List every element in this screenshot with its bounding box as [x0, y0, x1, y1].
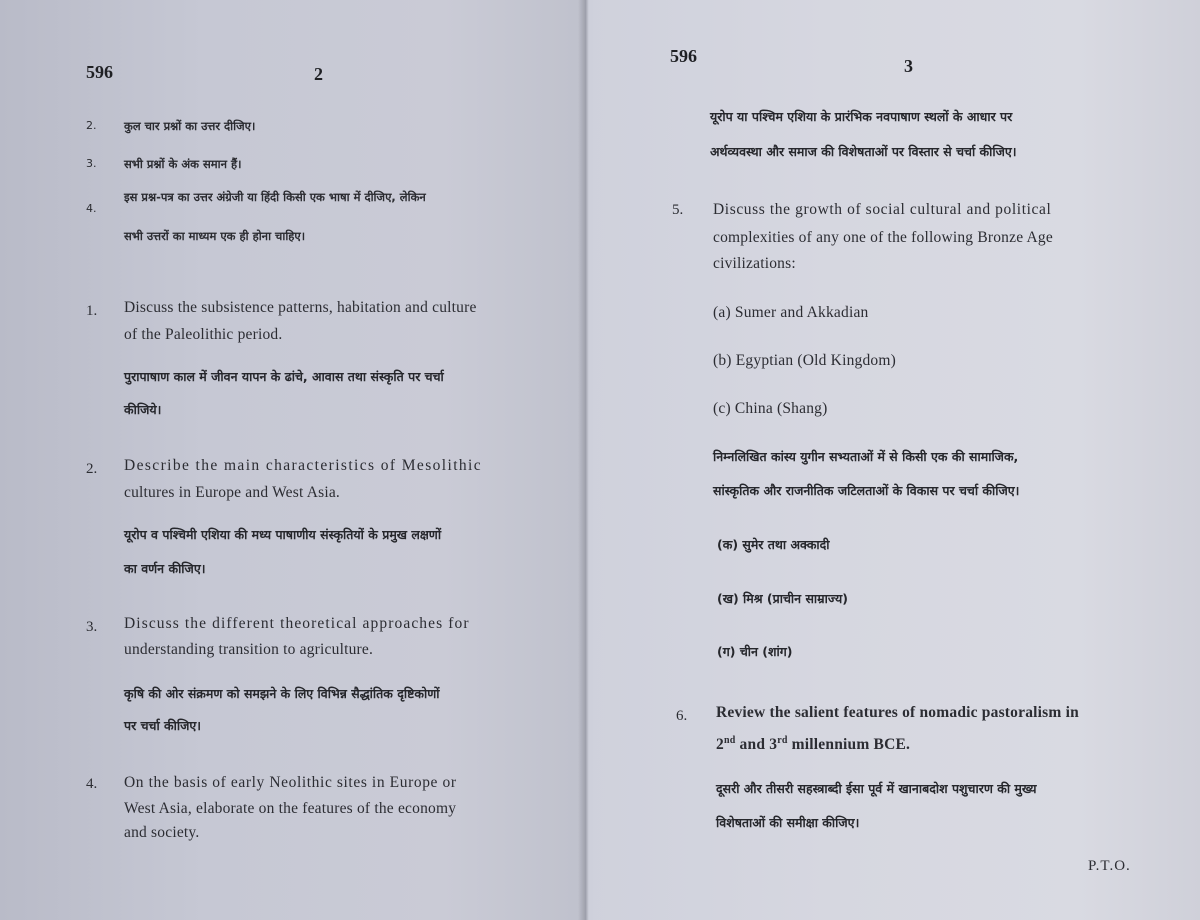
- pto-label: P.T.O.: [1088, 858, 1131, 874]
- left-page-number: 2: [314, 64, 323, 84]
- question-text-hi: यूरोप व पश्चिमी एशिया की मध्य पाषाणीय संस्कृतियों के प्रमुख लक्षणों: [124, 527, 442, 542]
- question-text-hi: कीजिये।: [124, 402, 162, 417]
- instruction-text-line2: सभी उत्तरों का माध्यम एक ही होना चाहिए।: [124, 229, 306, 243]
- right-page-code: 596: [670, 46, 697, 66]
- question-number: 1.: [86, 303, 98, 319]
- question-number: 2.: [86, 461, 98, 477]
- option-hi: (क) सुमेर तथा अक्कादी: [717, 537, 830, 552]
- option-hi: (ग) चीन (शांग): [717, 644, 793, 659]
- question-text-en: Discuss the different theoretical approaches for: [124, 615, 470, 632]
- option-en: (b) Egyptian (Old Kingdom): [713, 352, 896, 369]
- question-text-en: On the basis of early Neolithic sites in Europe or: [124, 774, 457, 791]
- question-text-hi: निम्नलिखित कांस्य युगीन सभ्यताओं में से किसी एक की सामाजिक,: [713, 449, 1019, 464]
- question-text-hi: यूरोप या पश्चिम एशिया के प्रारंभिक नवपाषाण स्थलों के आधार पर: [710, 109, 1013, 124]
- instruction-number: 2.: [86, 119, 97, 132]
- question-text-hi: पुरापाषाण काल में जीवन यापन के ढांचे, आवास तथा संस्कृति पर चर्चा: [124, 369, 444, 384]
- right-page: [586, 0, 1200, 920]
- question-text-en: Review the salient features of nomadic pastoralism in: [716, 704, 1079, 721]
- question-text-en: complexities of any one of the following Bronze Age: [713, 229, 1053, 246]
- instruction-text: कुल चार प्रश्नों का उत्तर दीजिए।: [124, 119, 256, 133]
- question-number: 4.: [86, 776, 98, 792]
- instruction-text: सभी प्रश्नों के अंक समान हैं।: [124, 157, 242, 171]
- left-page-code: 596: [86, 62, 113, 82]
- option-en: (a) Sumer and Akkadian: [713, 304, 869, 321]
- question-text-en: Discuss the growth of social cultural and political: [713, 201, 1052, 218]
- question-text-en-line2: 2nd and 3rd millennium BCE.: [716, 735, 911, 754]
- left-page: [0, 0, 590, 920]
- question-text-en: Describe the main characteristics of Mesolithic: [124, 457, 483, 474]
- question-text-en: understanding transition to agriculture.: [124, 641, 374, 658]
- question-text-en: West Asia, elaborate on the features of the economy: [124, 800, 457, 817]
- question-text-en: and society.: [124, 824, 200, 841]
- right-page-number: 3: [904, 56, 913, 76]
- question-number: 3.: [86, 619, 98, 635]
- question-text-hi: सांस्कृतिक और राजनीतिक जटिलताओं के विकास पर चर्चा कीजिए।: [713, 483, 1020, 498]
- question-text-en: cultures in Europe and West Asia.: [124, 484, 340, 501]
- question-text-en: of the Paleolithic period.: [124, 326, 283, 343]
- question-number: 6.: [676, 708, 688, 724]
- instruction-text-line1: इस प्रश्न-पत्र का उत्तर अंग्रेजी या हिंदी किसी एक भाषा में दीजिए, लेकिन: [124, 190, 426, 204]
- question-text-hi: विशेषताओं की समीक्षा कीजिए।: [716, 815, 860, 830]
- question-number: 5.: [672, 202, 684, 218]
- question-text-en: civilizations:: [713, 255, 796, 272]
- option-hi: (ख) मिश्र (प्राचीन साम्राज्य): [717, 591, 848, 606]
- question-text-hi: पर चर्चा कीजिए।: [124, 718, 202, 733]
- instruction-number: 3.: [86, 157, 97, 170]
- question-text-en: Discuss the subsistence patterns, habitation and culture: [124, 299, 477, 316]
- question-text-hi: का वर्णन कीजिए।: [124, 561, 206, 576]
- question-text-hi: अर्थव्यवस्था और समाज की विशेषताओं पर विस्तार से चर्चा कीजिए।: [710, 144, 1017, 159]
- question-text-hi: दूसरी और तीसरी सहस्त्राब्दी ईसा पूर्व में खानाबदोश पशुचारण की मुख्य: [716, 781, 1037, 796]
- option-en: (c) China (Shang): [713, 400, 828, 417]
- instruction-number: 4.: [86, 202, 97, 215]
- question-text-hi: कृषि की ओर संक्रमण को समझने के लिए विभिन्न सैद्धांतिक दृष्टिकोणों: [124, 686, 440, 701]
